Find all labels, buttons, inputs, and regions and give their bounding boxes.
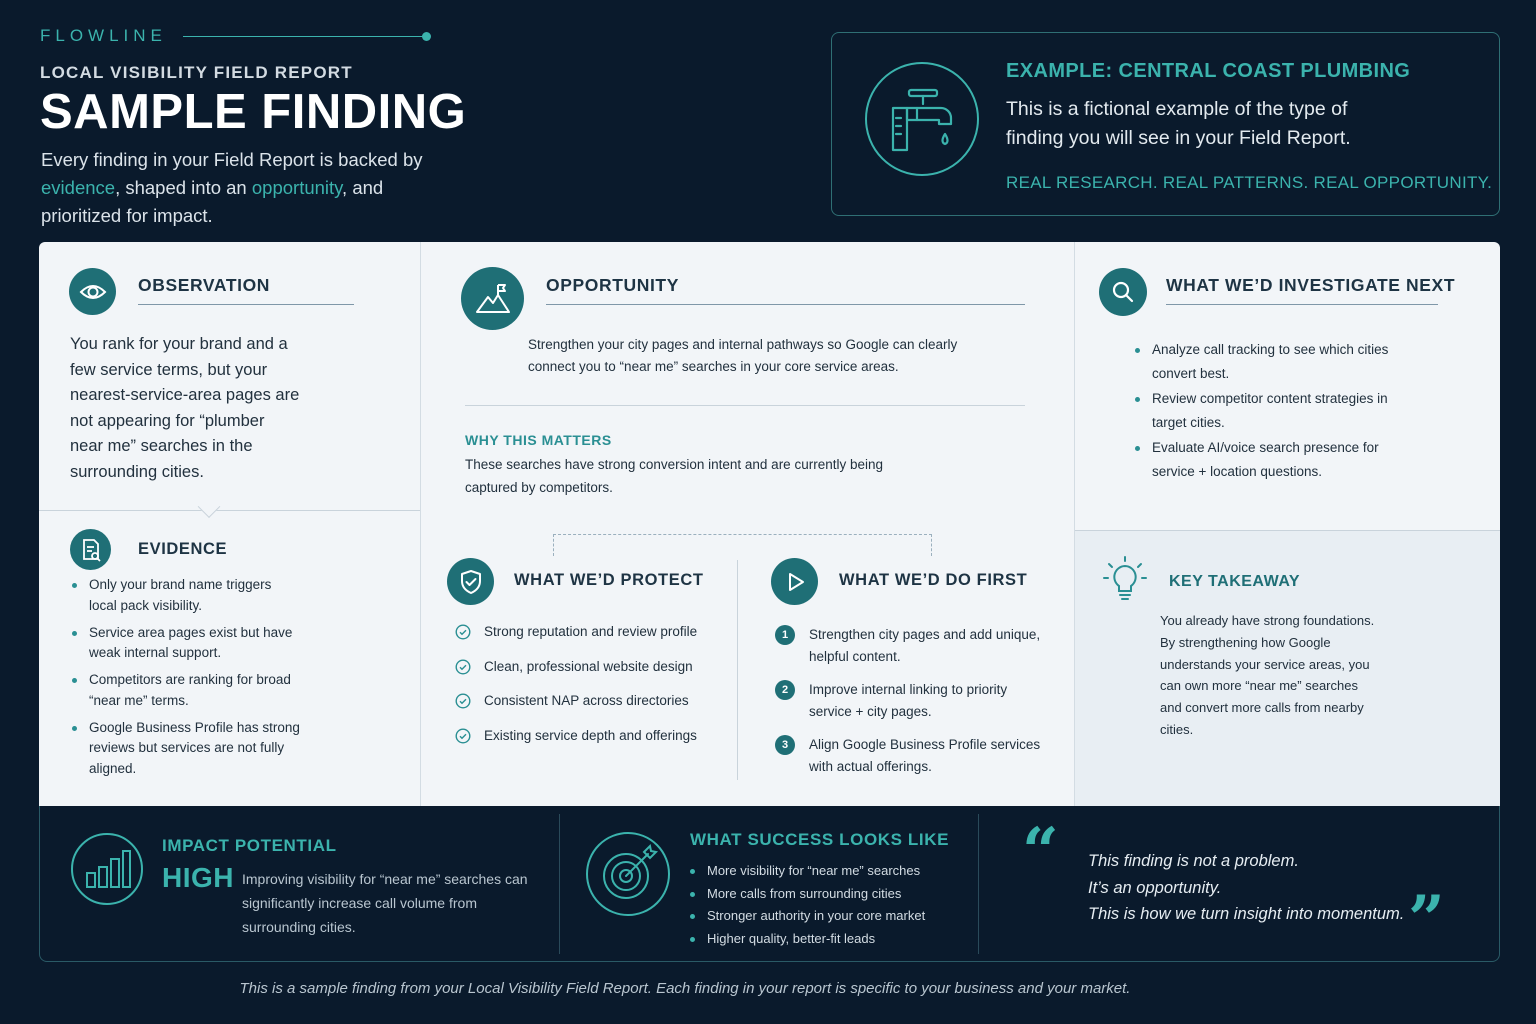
- success-item: More visibility for “near me” searches: [688, 860, 948, 883]
- protect-item-label: Strong reputation and review profile: [484, 624, 698, 639]
- takeaway-divider: [1075, 530, 1500, 531]
- evidence-list: [70, 575, 300, 786]
- play-icon: [771, 558, 818, 605]
- brand-logo: FLOWLINE: [40, 26, 167, 45]
- quote-line: It’s an opportunity.: [1088, 878, 1222, 897]
- document-search-icon: [70, 529, 111, 570]
- observation-divider: [39, 510, 420, 511]
- check-circle-icon: [455, 624, 471, 640]
- success-title: WHAT SUCCESS LOOKS LIKE: [690, 830, 950, 849]
- check-circle-icon: [455, 728, 471, 744]
- do-first-item: [775, 679, 1045, 723]
- quote-line: This finding is not a problem.: [1088, 852, 1299, 870]
- shield-check-icon: [447, 558, 494, 605]
- impact-level: HIGH: [162, 862, 234, 893]
- band-divider: [978, 814, 979, 954]
- closing-quote: [1088, 848, 1404, 928]
- protect-item: [455, 622, 697, 642]
- lightbulb-icon: [1103, 556, 1147, 606]
- check-circle-icon: [455, 659, 471, 675]
- protect-item-label: Clean, professional website design: [484, 658, 693, 674]
- evidence-item: Service area pages exist but have weak internal support.: [70, 623, 300, 664]
- step-number: 2: [775, 680, 795, 700]
- protect-item: [455, 657, 697, 677]
- investigate-rule: [1166, 304, 1438, 305]
- band-divider: [559, 814, 560, 954]
- observation-rule: [138, 304, 354, 305]
- key-takeaway-text: You already have strong foundations. By strengthening how Google understands your service areas, you can own more “near me” searches and convert more calls from nearby cities.: [1160, 613, 1375, 737]
- evidence-item: Google Business Profile has strong reviews but services are not fully aligned.: [70, 718, 300, 780]
- column-divider: [420, 242, 421, 806]
- intro-part-2: , shaped into an: [115, 177, 252, 198]
- opportunity-title: OPPORTUNITY: [546, 275, 679, 295]
- evidence-item: Competitors are ranking for broad “near me” terms.: [70, 670, 300, 711]
- investigate-item: Evaluate AI/voice search presence for service + location questions.: [1133, 436, 1403, 483]
- investigate-list: [1133, 338, 1403, 485]
- do-first-list: [775, 624, 1045, 789]
- brand-row: [40, 26, 427, 46]
- step-number: 1: [775, 625, 795, 645]
- faucet-icon: [865, 62, 979, 176]
- evidence-title: EVIDENCE: [138, 540, 228, 558]
- observation-title: OBSERVATION: [138, 275, 271, 295]
- target-icon: [586, 832, 670, 916]
- impact-title: IMPACT POTENTIAL: [162, 836, 337, 855]
- investigate-item: Review competitor content strategies in target cities.: [1133, 387, 1403, 434]
- evidence-item: Only your brand name triggers local pack visibility.: [70, 575, 300, 616]
- success-item: Stronger authority in your core market: [688, 905, 948, 928]
- opportunity-text: Strengthen your city pages and internal pathways so Google can clearly connect you to “near me” searches in your core service areas.: [528, 337, 958, 374]
- footer-note: This is a sample finding from your Local Visibility Field Report. Each finding in your report is specific to your business and your market.: [239, 980, 1131, 997]
- quote-line: This is how we turn insight into momentum.: [1088, 905, 1405, 923]
- bar-chart-icon: [71, 833, 143, 905]
- protect-item-label: Existing service depth and offerings: [484, 727, 697, 743]
- success-list: [688, 860, 948, 950]
- protect-list: [455, 622, 697, 760]
- success-item: More calls from surrounding cities: [688, 883, 948, 906]
- opportunity-divider: [465, 405, 1025, 406]
- dashed-connector: [553, 534, 932, 556]
- protect-item-label: Consistent NAP across directories: [484, 693, 689, 708]
- key-takeaway-title: KEY TAKEAWAY: [1169, 573, 1301, 590]
- opportunity-rule: [546, 304, 1025, 305]
- intro-text: [41, 146, 461, 230]
- protect-item: [455, 726, 697, 746]
- open-quote-icon: “: [1022, 814, 1059, 889]
- do-first-title: WHAT WE’D DO FIRST: [839, 571, 1028, 589]
- mountain-flag-icon: [461, 267, 524, 330]
- example-callout: [831, 32, 1500, 216]
- step-text: Strengthen city pages and add unique, helpful content.: [809, 627, 1041, 664]
- intro-part-1: Every finding in your Field Report is backed by: [41, 149, 423, 170]
- why-matters-title: WHY THIS MATTERS: [465, 432, 612, 448]
- protect-title: WHAT WE’D PROTECT: [514, 571, 704, 589]
- observation-text: You rank for your brand and a few service terms, but your nearest-service-area pages are not appearing for “plumber near me” searches in the surrounding cities.: [70, 335, 300, 481]
- protect-item: [455, 691, 697, 711]
- step-text: Improve internal linking to priority service + city pages.: [809, 682, 1008, 719]
- step-number: 3: [775, 735, 795, 755]
- impact-band: [39, 806, 1500, 962]
- example-description: This is a fictional example of the type of finding you will see in your Field Report.: [1006, 98, 1351, 149]
- check-circle-icon: [455, 693, 471, 709]
- brand-line-divider: [183, 36, 427, 37]
- do-first-item: [775, 734, 1045, 778]
- step-text: Align Google Business Profile services with actual offerings.: [809, 737, 1041, 774]
- report-kicker: LOCAL VISIBILITY FIELD REPORT: [40, 63, 353, 82]
- investigate-item: Analyze call tracking to see which cities convert best.: [1133, 338, 1403, 385]
- why-matters-text: These searches have strong conversion intent and are currently being captured by competitors.: [465, 457, 883, 495]
- protect-dofirst-divider: [737, 560, 738, 780]
- investigate-title: WHAT WE’D INVESTIGATE NEXT: [1166, 275, 1456, 295]
- intro-evidence-highlight: evidence: [41, 177, 116, 198]
- page-title: SAMPLE FINDING: [40, 85, 467, 139]
- finding-panel: [39, 242, 1500, 806]
- intro-part-3: , and prioritized for impact.: [41, 177, 384, 226]
- impact-text: Improving visibility for “near me” searches can significantly increase call volume from surrounding cities.: [242, 871, 528, 935]
- do-first-item: [775, 624, 1045, 668]
- example-title: EXAMPLE: CENTRAL COAST PLUMBING: [1006, 60, 1411, 82]
- magnifier-icon: [1099, 268, 1147, 316]
- observation-notch: [198, 495, 221, 518]
- eye-icon: [69, 268, 116, 315]
- success-item: Higher quality, better-fit leads: [688, 928, 948, 951]
- close-quote-icon: ”: [1408, 882, 1445, 957]
- example-tagline: REAL RESEARCH. REAL PATTERNS. REAL OPPORTUNITY.: [1006, 173, 1493, 192]
- intro-opportunity-highlight: opportunity: [251, 177, 343, 198]
